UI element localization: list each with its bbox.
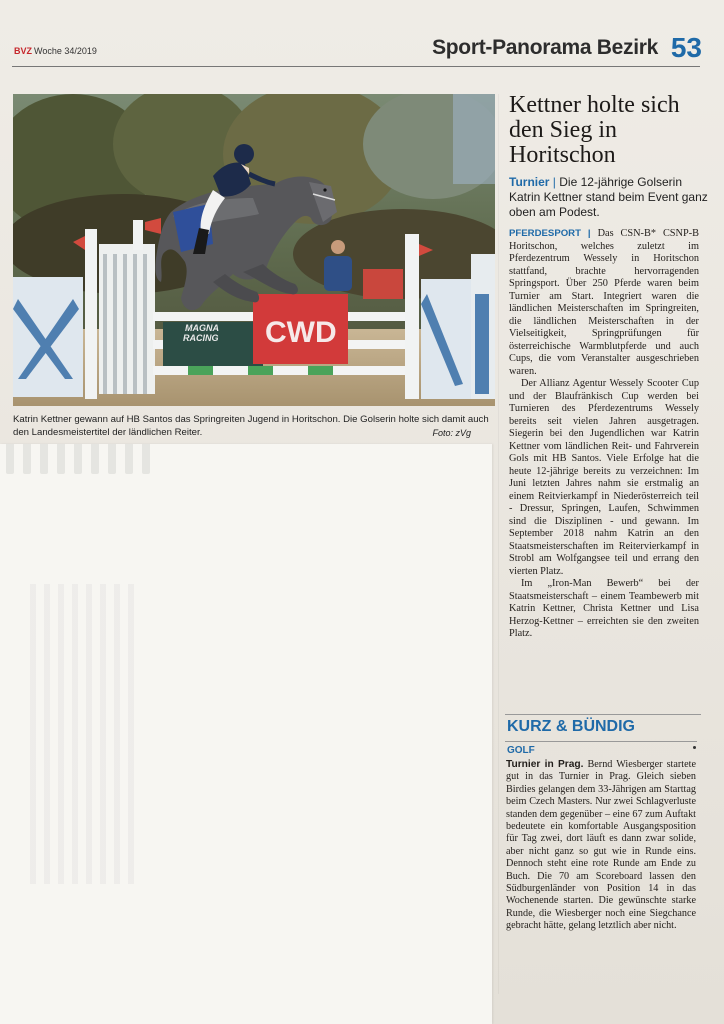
header-rule xyxy=(12,66,700,67)
caption-text: Katrin Kettner gewann auf HB Santos das Springreiten Jugend in Horitschon. Die Golserin holte sich damit auch den Landesmeistertitel der ländlichen Reiter. xyxy=(13,414,489,438)
blank-paper-sheet xyxy=(0,444,492,1024)
issue-label xyxy=(14,46,97,56)
paragraph-1: Das CSN-B* CSNP-B Horitschon, welches zuletzt im Pferdezentrum Wessely in Horitschon stattfand, brachte hervorragenden Springsport. Über 250 Pferde waren beim Turnier am Start. Integriert waren die ländlichen Meisterschaften im Springreiten, die ländlichen Meisterschaften in der Vielseitigkeit, Springprüfungen für österreichische Warmblutpferde und auch Cups, die vom Veranstalter ausgeschrieben waren. xyxy=(509,228,699,377)
show-jumping-photo xyxy=(13,94,495,406)
photo-credit: Foto: zVg xyxy=(432,427,471,438)
article-body xyxy=(509,228,699,641)
photo-caption xyxy=(13,414,495,439)
bleed-through-texture xyxy=(30,584,140,884)
body-kicker: PFERDESPORT xyxy=(509,228,581,239)
svg-text:CWD: CWD xyxy=(265,316,337,349)
paragraph-2: Der Allianz Agentur Wessely Scooter Cup und der Blaufränkisch Cup werden bei Turnieren des Pferdezentrums Wessely bereits seit vielen Jahren ausgetragen. Siegerin bei den Jugendlichen war Katrin Kettner vom ländlichen Reit- und Fahrverein Gols mit HB Santos. Viele Erfolge hat die heute 12-jährige bereits zu verzeichnen: Im Juni letzten Jahres nahm sie erstmalig an einem Reitvierkampf in Niederösterreich teil - Dressur, Springen, Laufen, Schwimmen sind die Disziplinen - und gewann. Im September 2018 nahm Katrin an den Staatsmeisterschaften im Reitervierkampf in Strobl am Wolfgangsee teil und errang den vierten Platz. xyxy=(509,378,699,577)
page-number: 53 xyxy=(670,32,702,63)
paragraph-3: Im „Iron-Man Bewerb“ bei der Staatsmeisterschaft – einem Teambewerb mit Katrin Kettner, Christa Kettner und Lisa Herzog-Kettner – erreichten sie den zweiten Platz. xyxy=(509,578,699,639)
bleed-through-lines xyxy=(0,444,150,474)
article-paragraph xyxy=(509,228,699,378)
article-teaser xyxy=(509,175,709,220)
bvz-logo: BVZ xyxy=(14,46,32,56)
teaser-text: Die 12-jährige Golserin Katrin Kettner stand beim Event ganz oben am Podest. xyxy=(509,175,708,219)
golf-text: Bernd Wiesberger startete gut in das Turnier in Prag. Gleich sieben Birdies gelangen dem 33-Jährigen am Starttag beim Czech Masters. Nur zwei Schlagverluste standen dem gegenüber – eine 67 zum Auftakt bedeutete ein komfortable Ausgangsposition für Tag zwei, dort läuft es dann zwar solide, aber nicht ganz so gut wie in Runde eins. Dennoch steht eine rote Runde am Ende zu Buch. Die 70 am Scoreboard lassen den Südburgenländer von Position 14 in das Wochenende starten. Die gewünschte starke Runde, die Wiesberger noch eine Siegchance gebracht hätte, gelang letztlich aber nicht. xyxy=(506,759,696,932)
golf-subsection: GOLF xyxy=(507,745,535,756)
issue-number: Woche 34/2019 xyxy=(34,46,97,56)
kurz-top-rule xyxy=(505,714,701,715)
svg-text:RACING: RACING xyxy=(183,333,219,343)
kurz-dot xyxy=(693,746,696,749)
golf-brief xyxy=(506,759,696,933)
svg-text:MAGNA: MAGNA xyxy=(185,323,219,333)
section-title: Sport-Panorama Bezirk xyxy=(432,36,658,59)
kurz-buendig-title: KURZ & BÜNDIG xyxy=(507,718,635,735)
golf-lead: Turnier in Prag. xyxy=(506,759,584,770)
body-separator: | xyxy=(587,228,591,239)
article-headline: Kettner holte sich den Sieg in Horitschon xyxy=(509,92,680,168)
teaser-kicker: Turnier xyxy=(509,175,550,189)
kurz-rule xyxy=(505,741,697,742)
teaser-separator: | xyxy=(552,175,556,189)
column-divider xyxy=(498,94,499,994)
